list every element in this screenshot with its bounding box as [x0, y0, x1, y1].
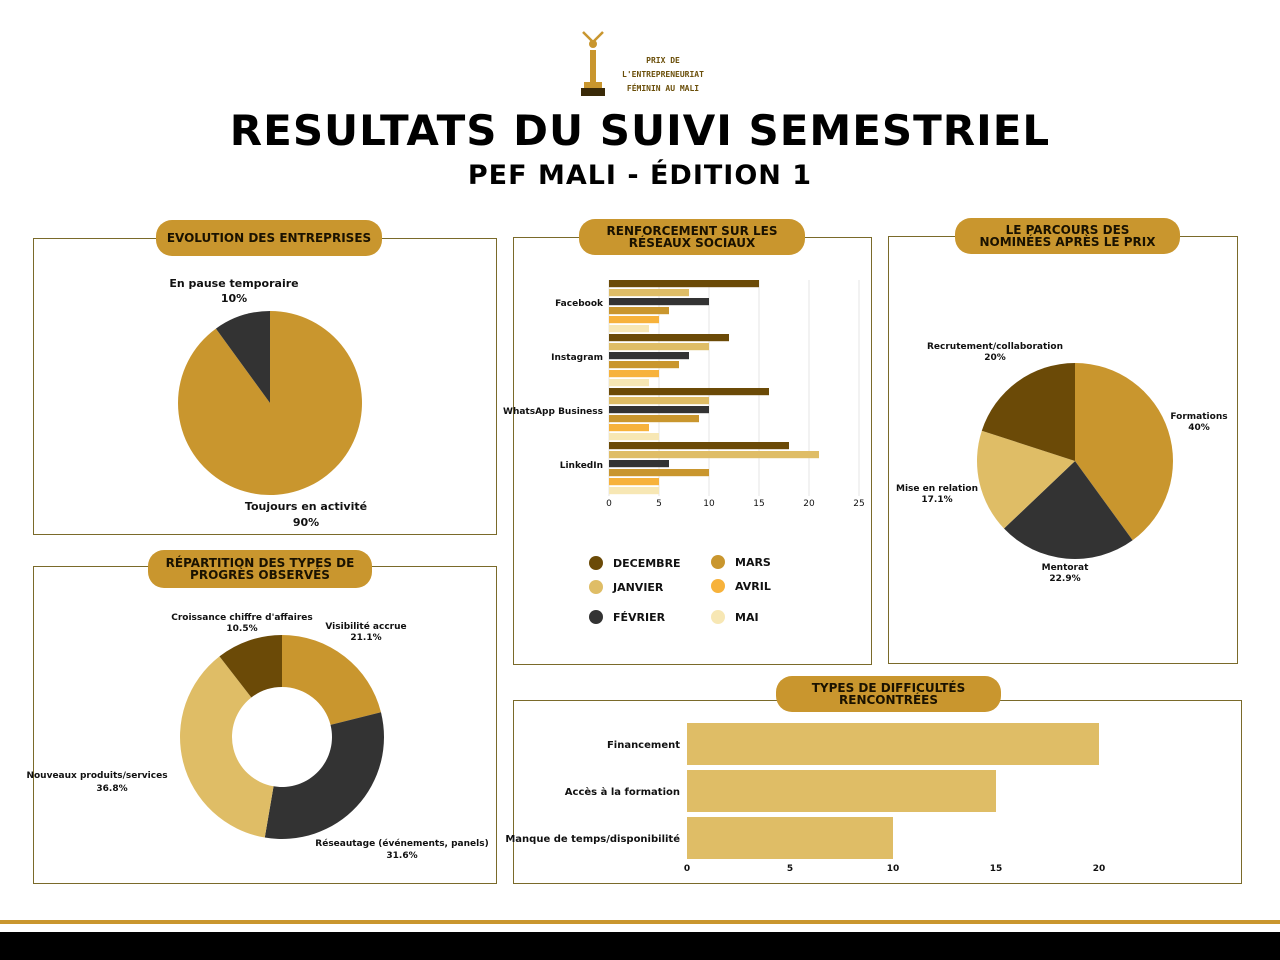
- difficultes-category-label: Manque de temps/disponibilité: [505, 834, 680, 845]
- reseaux-bar: [609, 442, 789, 449]
- reseaux-bar: [609, 370, 659, 377]
- reseaux-xtick: 20: [803, 499, 815, 509]
- label-mentorat: Mentorat: [1041, 563, 1089, 573]
- difficultes-xtick: 0: [683, 864, 691, 874]
- reseaux-xtick: 0: [606, 499, 612, 509]
- reseaux-bar: [609, 298, 709, 305]
- reseaux-category-label: Instagram: [551, 353, 603, 363]
- panel-progres-title-line2: PROGRÈS OBSERVÉS: [190, 568, 330, 582]
- reseaux-category-label: LinkedIn: [559, 461, 603, 471]
- panel-reseaux: [503, 237, 872, 665]
- reseaux-bar: [609, 352, 689, 359]
- pct-mentorat: 22.9%: [1049, 574, 1081, 584]
- reseaux-xtick: 10: [703, 499, 715, 509]
- panel-difficultes-title-line1: TYPES DE DIFFICULTÉS: [811, 681, 966, 695]
- reseaux-bar: [609, 379, 649, 386]
- panel-difficultes-title: [776, 676, 1001, 712]
- footer-black-bar: [0, 932, 1280, 960]
- difficultes-bar: [687, 770, 996, 812]
- chart-progres: [26, 567, 496, 883]
- difficultes-bar: [687, 817, 893, 859]
- label-activite: Toujours en activité: [244, 500, 368, 513]
- chart-evolution: [34, 239, 496, 534]
- label-nouveaux: Nouveaux produits/services: [26, 771, 168, 781]
- reseaux-bar: [609, 307, 669, 314]
- logo-text: [608, 54, 718, 96]
- reseaux-bar: [609, 325, 649, 332]
- label-recrutement: Recrutement/collaboration: [927, 342, 1063, 352]
- panel-evolution: [33, 238, 497, 535]
- pct-pause: 10%: [220, 292, 248, 305]
- pct-nouveaux: 36.8%: [96, 784, 128, 794]
- reseaux-bar: [609, 433, 659, 440]
- legend-swatch: [589, 580, 603, 594]
- reseaux-bar: [609, 397, 709, 404]
- label-formations: Formations: [1170, 412, 1228, 422]
- reseaux-xtick: 25: [853, 499, 865, 509]
- progres-slice-0: [282, 635, 381, 725]
- reseaux-bar: [609, 289, 689, 296]
- progres-slice-1: [265, 712, 384, 839]
- reseaux-bar: [609, 406, 709, 413]
- panel-reseaux-title-line1: RENFORCEMENT SUR LES: [606, 224, 778, 238]
- legend-swatch: [711, 579, 725, 593]
- difficultes-xtick: 5: [786, 864, 794, 874]
- reseaux-bar: [609, 415, 699, 422]
- panel-evolution-title: EVOLUTION DES ENTREPRISES: [156, 220, 382, 256]
- panel-parcours-title-line2: NOMINÉES APRÈS LE PRIX: [979, 235, 1156, 249]
- pct-croissance: 10.5%: [226, 624, 258, 634]
- label-visibilite: Visibilité accrue: [325, 622, 407, 632]
- reseaux-bar: [609, 460, 669, 467]
- legend-swatch: [589, 556, 603, 570]
- pct-recrutement: 20%: [984, 353, 1006, 363]
- difficultes-xtick: 15: [989, 864, 1003, 874]
- panel-parcours-title-line1: LE PARCOURS DES: [1005, 223, 1130, 237]
- label-pause: En pause temporaire: [169, 277, 299, 290]
- footer-gold-line: [0, 920, 1280, 924]
- panel-parcours: [888, 236, 1238, 664]
- legend-label: FÉVRIER: [613, 611, 666, 624]
- reseaux-xtick: 5: [656, 499, 662, 509]
- reseaux-bar: [609, 478, 659, 485]
- legend-swatch: [711, 610, 725, 624]
- panel-reseaux-title: [579, 219, 805, 255]
- label-mise-en-relation: Mise en relation: [896, 484, 978, 494]
- reseaux-category-label: Facebook: [555, 299, 603, 309]
- reseaux-bar: [609, 487, 659, 494]
- legend-swatch: [711, 555, 725, 569]
- reseaux-bar: [609, 424, 649, 431]
- reseaux-bar: [609, 451, 819, 458]
- page-subtitle: PEF MALI - ÉDITION 1: [467, 160, 813, 191]
- panel-progres-title: [148, 550, 372, 588]
- trophy-icon: [578, 30, 608, 100]
- legend-label: DECEMBRE: [613, 557, 681, 570]
- difficultes-xtick: 20: [1092, 864, 1106, 874]
- pct-reseautage: 31.6%: [386, 851, 418, 861]
- logo: [578, 30, 718, 100]
- legend-swatch: [589, 610, 603, 624]
- label-reseautage: Réseautage (événements, panels): [315, 839, 489, 849]
- logo-line2: FÉMININ AU MALI: [626, 84, 700, 93]
- pct-visibilite: 21.1%: [350, 633, 382, 643]
- legend-label: MARS: [735, 556, 771, 569]
- legend-label: AVRIL: [735, 580, 771, 593]
- reseaux-xtick: 15: [753, 499, 765, 509]
- pct-activite: 90%: [292, 516, 320, 529]
- legend-label: MAI: [735, 611, 759, 624]
- pct-mise-en-relation: 17.1%: [921, 495, 953, 505]
- difficultes-xtick: 10: [886, 864, 900, 874]
- chart-parcours: [889, 237, 1237, 663]
- panel-progres: [26, 566, 497, 884]
- reseaux-category-label: WhatsApp Business: [503, 407, 603, 417]
- page-title: RESULTATS DU SUIVI SEMESTRIEL: [229, 106, 1051, 155]
- difficultes-category-label: Accès à la formation: [564, 787, 680, 798]
- reseaux-bar: [609, 334, 729, 341]
- panel-reseaux-title-line2: RÉSEAUX SOCIAUX: [628, 236, 756, 250]
- panel-difficultes-title-line2: RENCONTRÉES: [839, 693, 938, 707]
- reseaux-bar: [609, 280, 759, 287]
- difficultes-bar: [687, 723, 1099, 765]
- reseaux-bar: [609, 343, 709, 350]
- logo-line1: PRIX DE L'ENTREPRENEURIAT: [622, 56, 704, 79]
- reseaux-bar: [609, 388, 769, 395]
- reseaux-bar: [609, 316, 659, 323]
- difficultes-category-label: Financement: [606, 740, 680, 751]
- panel-parcours-title: [955, 218, 1180, 254]
- label-croissance: Croissance chiffre d'affaires: [171, 613, 313, 623]
- panel-difficultes: [505, 700, 1242, 884]
- reseaux-bar: [609, 361, 679, 368]
- panel-progres-title-line1: RÉPARTITION DES TYPES DE: [165, 556, 355, 570]
- chart-difficultes: [505, 701, 1241, 883]
- pct-formations: 40%: [1188, 423, 1210, 433]
- legend-label: JANVIER: [613, 581, 664, 594]
- chart-reseaux: [503, 238, 871, 664]
- reseaux-bar: [609, 469, 709, 476]
